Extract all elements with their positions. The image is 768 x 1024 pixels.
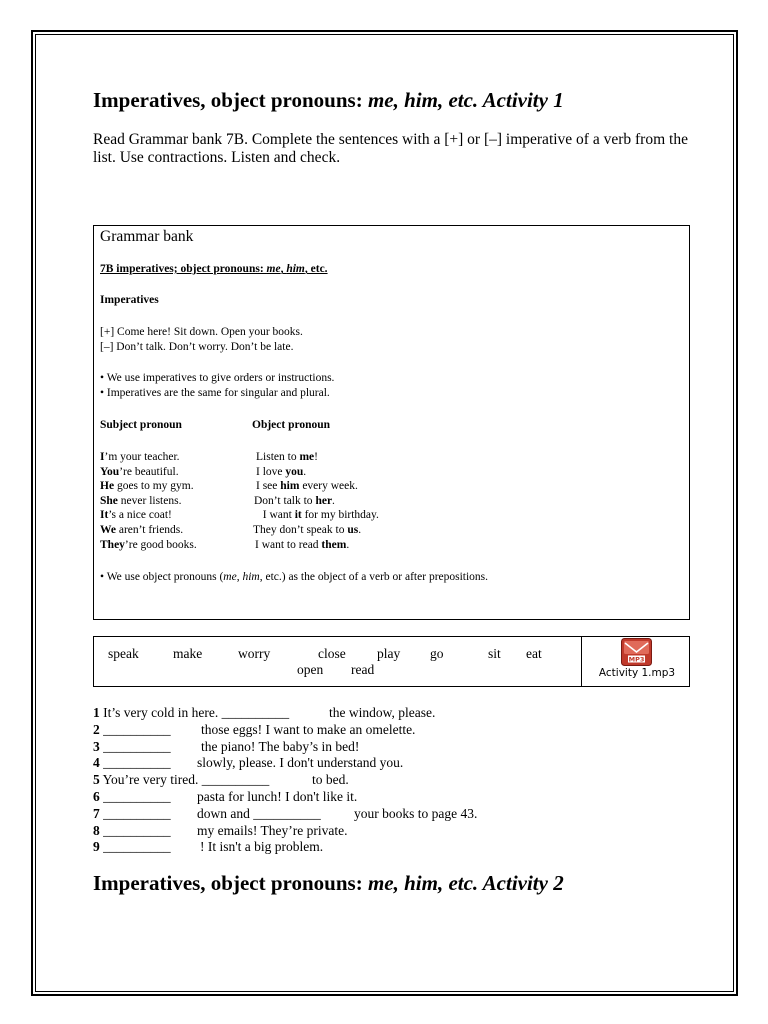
exercise-list [93,705,478,856]
exercise-item-9: 9 __________ ! It isn't a big problem. [93,839,324,855]
exercise-item-7: 7 __________ down and __________ your books to page 43. [93,805,478,821]
exercise-item-6: 6 __________ pasta for lunch! I don't like it. [93,788,358,804]
word-item: open [297,662,324,677]
word-item: speak [108,646,139,661]
subject-row: He goes to my gym. [100,480,194,493]
exercise-item-4: 4 __________ slowly, please. I don't understand you. [93,755,404,771]
activity-1-title [93,88,564,113]
exercise-item-1: 1 It’s very cold in here. __________ the window, please. [93,705,436,720]
imperatives-note-1: • We use imperatives to give orders or instructions. [100,372,335,384]
object-row: I love you. [256,465,307,478]
subject-row: We aren’t friends. [100,523,184,536]
audio-file-label[interactable]: Activity 1.mp3 [598,667,676,679]
title-italic: me, him, etc. Activity 1 [367,88,564,112]
subject-row: You’re beautiful. [100,465,179,478]
word-item: go [430,646,444,661]
word-item: eat [526,646,542,661]
exercise-item-8: 8 __________ my emails! They’re private. [93,822,348,838]
title-plain: Imperatives, object pronouns: [93,88,368,112]
grammar-bank-subtitle: 7B imperatives; object pronouns: me, him, etc. [100,263,328,275]
subject-row: It’s a nice coat! [100,509,172,522]
exercise-item-5: 5 You’re very tired. __________ to bed. [93,772,349,788]
object-row: I want it for my birthday. [257,509,379,522]
grammar-bank-box [93,225,690,620]
object-pronoun-heading: Object pronoun [252,419,331,431]
object-row: I see him every week. [256,480,358,493]
subject-row: They’re good books. [100,538,197,551]
word-item: make [173,646,203,661]
negative-examples: [–] Don’t talk. Don’t worry. Don’t be late. [100,341,294,353]
imperatives-heading: Imperatives [100,294,159,306]
grammar-bank-heading: Grammar bank [100,228,194,245]
positive-examples: [+] Come here! Sit down. Open your books. [100,326,303,338]
instructions: Read Grammar bank 7B. Complete the sentences with a [+] or [–] imperative of a verb from the list. Use contractions. Listen and check. [93,131,688,166]
exercise-item-2: 2 __________ those eggs! I want to make an omelette. [93,721,416,737]
activity-2-title: Imperatives, object pronouns: me, him, etc. Activity 2 [93,871,564,895]
imperatives-note-2: • Imperatives are the same for singular and plural. [100,387,330,399]
word-item: read [351,662,375,677]
object-row: Don’t talk to her. [254,494,335,507]
mp3-file-icon[interactable] [621,638,652,666]
word-item: worry [238,646,271,661]
word-list-divider [581,637,582,686]
word-item: sit [488,646,501,661]
word-item: play [377,646,401,661]
exercise-item-3: 3 __________ the piano! The baby’s in bed! [93,738,360,754]
subject-row: I’m your teacher. [100,451,180,463]
object-row: They don’t speak to us. [253,524,362,536]
svg-text:MP3: MP3 [628,655,645,664]
subject-pronoun-column [100,451,197,553]
word-item: close [318,646,346,661]
object-row: Listen to me! [256,451,318,463]
subject-pronoun-heading: Subject pronoun [100,419,182,431]
object-row: I want to read them. [255,538,350,551]
object-pronouns-note: • We use object pronouns (me, him, etc.) as the object of a verb or after prepositions. [100,571,489,583]
subject-row: She never listens. [100,494,182,507]
